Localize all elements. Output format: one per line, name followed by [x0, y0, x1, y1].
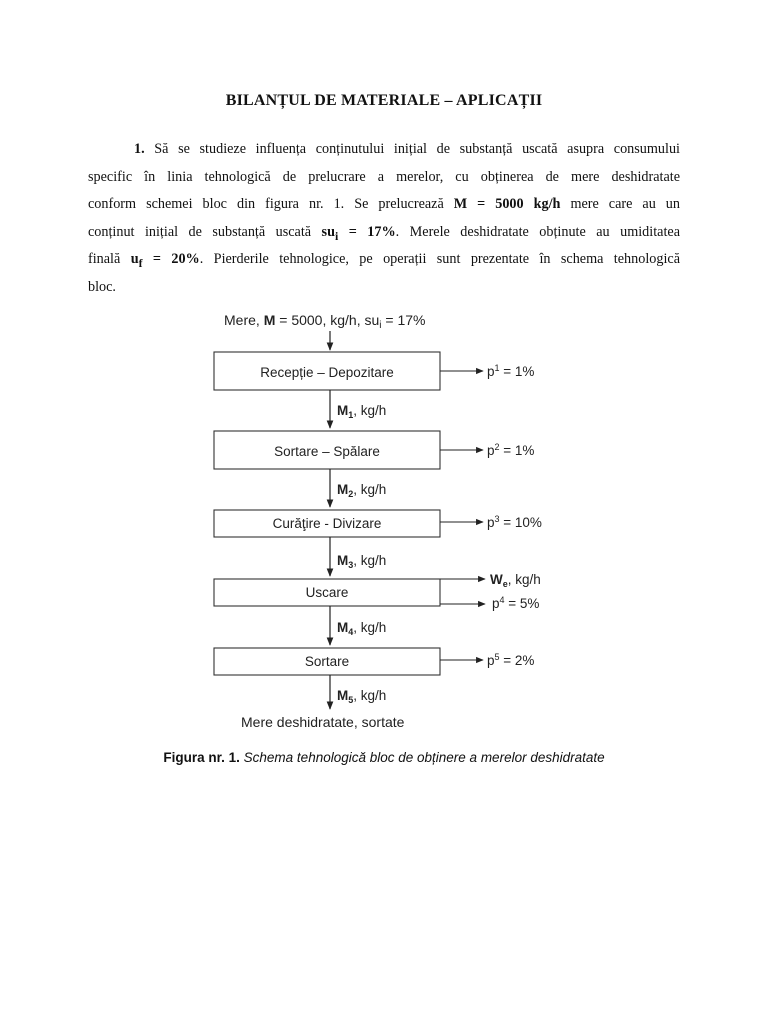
mass-flow-value: M = 5000 kg/h — [453, 196, 561, 213]
flow-label-m1: $M_1$, kg/h — [337, 403, 387, 420]
initial-dry-matter: = 17% — [338, 223, 396, 240]
figure-caption — [0, 750, 768, 765]
step-label-reception: Recepție – Depozitare — [260, 365, 394, 380]
water-label: $W_e$, kg/h — [490, 572, 541, 589]
paragraph-line-5: finală $u_f = 20\%$. Pierderile tehnologice, pe operații sunt prezentate în schema tehnologică — [88, 251, 680, 271]
loss-label-5: $p^5 = 2\%$ — [487, 652, 535, 668]
flow-label-m3: $M_3$, kg/h — [337, 553, 387, 570]
final-moisture: = 20% — [142, 251, 200, 268]
figure-label: Figura nr. 1. — [163, 750, 240, 765]
step-label-cleaning-dividing: Curăţire - Divizare — [272, 516, 382, 531]
step-label-sorting-washing: Sortare – Spălare — [274, 444, 380, 459]
problem-number: 1. — [134, 141, 145, 157]
flow-label-m5: $M_5$, kg/h — [337, 688, 387, 705]
step-label-sorting: Sortare — [304, 654, 350, 669]
flow-label-m2: $M_2$, kg/h — [337, 482, 387, 499]
page-title: BILANȚUL DE MATERIALE – APLICAȚII — [225, 92, 543, 109]
figure-caption-text: Schema tehnologică bloc de obținere a merelor deshidratate — [243, 750, 605, 765]
paragraph-line-3: conform schemei bloc din figura nr. 1. Se prelucrează M = 5000 kg/h mere care au un — [88, 196, 680, 213]
loss-label-1: $p^1 = 1\%$ — [487, 363, 535, 379]
paragraph-line-1: 1. Să se studieze influența conținutului inițial de substanță uscată asupra consumului — [134, 141, 681, 157]
paragraph-line-2: specific în linia tehnologică de prelucrare a merelor, cu obținerea de mere deshidratate — [88, 168, 680, 185]
loss-label-3: $p^3 = 10\%$ — [487, 514, 542, 530]
output-label: Mere deshidratate, sortate — [241, 714, 405, 730]
flow-label-m4: $M_4$, kg/h — [337, 620, 387, 637]
step-label-drying: Uscare — [305, 585, 349, 600]
loss-label-4: $p^4 = 5\%$ — [492, 595, 540, 611]
paragraph-line-4: conținut inițial de substanță uscată $su_i = 17\%$. Merele deshidratate obținute au umiditatea — [88, 223, 680, 243]
input-label: Mere, M = 5000, kg/h, $su_i = 17\%$ — [224, 312, 426, 331]
paragraph-line-6: bloc. — [88, 278, 116, 295]
loss-label-2: $p^2 = 1\%$ — [487, 442, 535, 458]
